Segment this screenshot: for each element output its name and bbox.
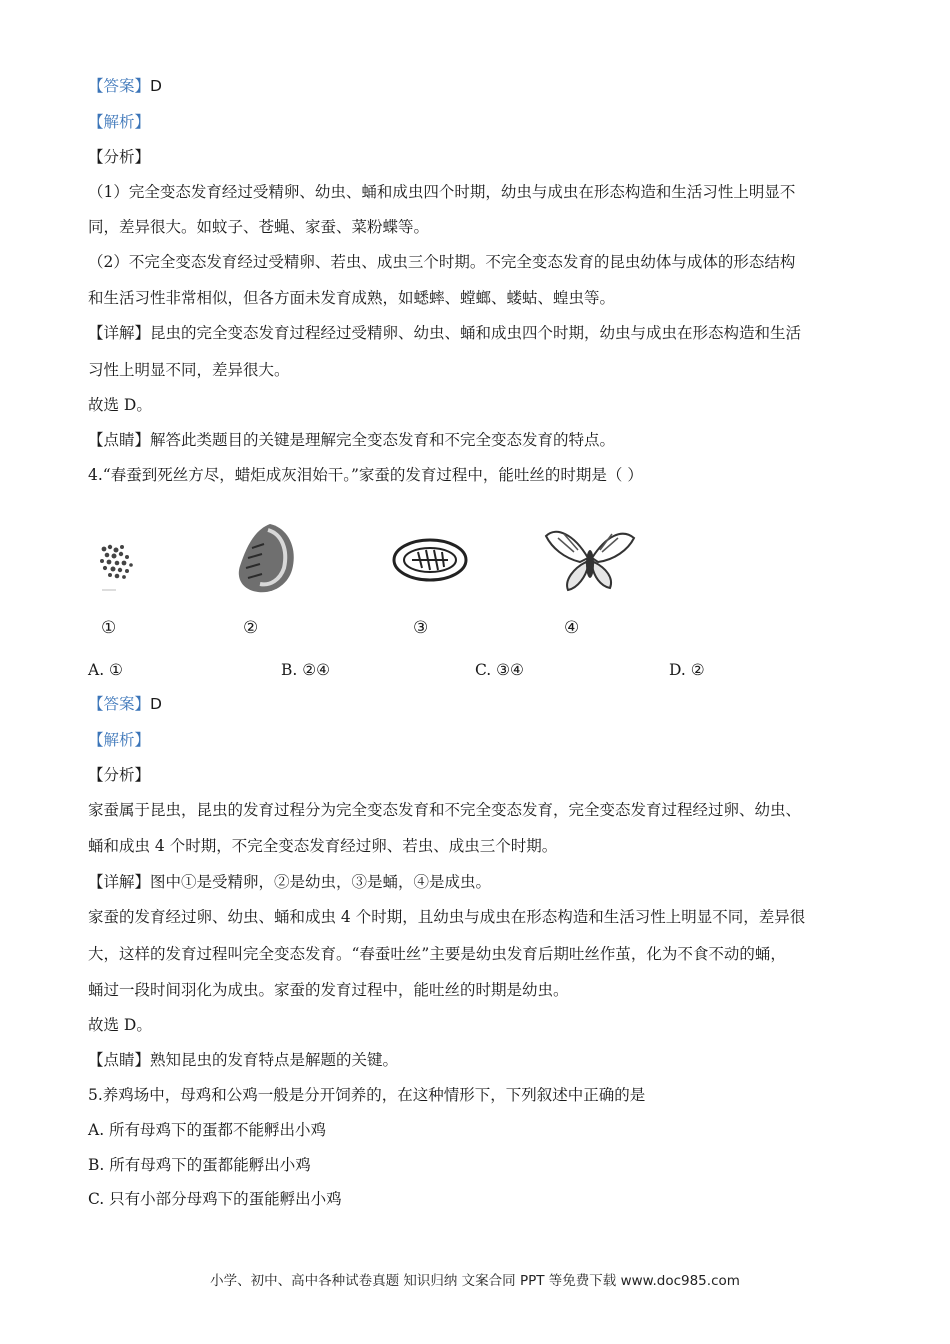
figure-label-1: ① — [101, 618, 117, 638]
answer-value: D — [150, 77, 162, 95]
choose-line: 故选 D。 — [88, 396, 152, 414]
q5-option-b: B. 所有母鸡下的蛋都能孵出小鸡 — [88, 1156, 311, 1174]
jiexi-tag: 【解析】 — [88, 113, 151, 131]
figure-label-4: ④ — [564, 618, 580, 638]
analysis-p2-line2: 和生活习性非常相似，但各方面未发育成熟，如蟋蟀、螳螂、蝼蛄、蝗虫等。 — [88, 289, 616, 307]
answer-line-q3 — [88, 76, 162, 96]
figure-label-3: ③ — [413, 618, 429, 638]
q4-choose-line: 故选 D。 — [88, 1016, 152, 1034]
question-5: 5.养鸡场中，母鸡和公鸡一般是分开饲养的，在这种情形下，下列叙述中正确的是 — [88, 1086, 646, 1104]
silkworm-pupa-image — [390, 535, 470, 585]
q4-analysis-line1: 家蚕属于昆虫，昆虫的发育过程分为完全变态发育和不完全变态发育，完全变态发育过程经过卵、幼虫、 — [88, 801, 802, 819]
option-d: D. ② — [669, 661, 705, 679]
answer-tag: 【答案】 — [88, 695, 151, 713]
option-c: C. ③④ — [475, 661, 524, 679]
detail-line1: 【详解】昆虫的完全变态发育过程经过受精卵、幼虫、蛹和成虫四个时期，幼虫与成虫在形态构造和生活 — [88, 324, 802, 342]
q4-detail-line2: 家蚕的发育经过卵、幼虫、蛹和成虫 4 个时期，且幼虫与成虫在形态构造和生活习性上明显不同，差异很 — [88, 908, 806, 926]
fenxi-tag: 【分析】 — [88, 148, 151, 166]
analysis-p1-line2: 同，差异很大。如蚊子、苍蝇、家蚕、菜粉蝶等。 — [88, 218, 430, 236]
q5-option-c: C. 只有小部分母鸡下的蛋能孵出小鸡 — [88, 1190, 342, 1208]
q4-detail-line4: 蛹过一段时间羽化为成虫。家蚕的发育过程中，能吐丝的时期是幼虫。 — [88, 981, 569, 999]
silkworm-larva-image — [228, 518, 308, 598]
answer-tag: 【答案】 — [88, 77, 151, 95]
page-footer: 小学、初中、高中各种试卷真题 知识归纳 文案合同 PPT 等免费下载 www.doc985.com — [210, 1273, 740, 1289]
q4-detail-line1: 【详解】图中①是受精卵，②是幼虫，③是蛹，④是成虫。 — [88, 873, 492, 891]
fenxi-tag: 【分析】 — [88, 766, 151, 784]
q4-detail-line3: 大，这样的发育过程叫完全变态发育。“春蚕吐丝”主要是幼虫发育后期吐丝作茧，化为不食不动的蛹， — [88, 945, 786, 963]
silkworm-eggs-image — [90, 535, 150, 595]
detail-line2: 习性上明显不同，差异很大。 — [88, 361, 290, 379]
figure-label-2: ② — [243, 618, 259, 638]
question-4: 4.“春蚕到死丝方尽，蜡炬成灰泪始干。”家蚕的发育过程中，能吐丝的时期是（ ） — [88, 466, 643, 484]
analysis-p1-line1: （1）完全变态发育经过受精卵、幼虫、蛹和成虫四个时期，幼虫与成虫在形态构造和生活习性上明显不 — [88, 183, 796, 201]
silkworm-moth-image — [540, 518, 640, 598]
q4-comment-line: 【点睛】熟知昆虫的发育特点是解题的关键。 — [88, 1051, 399, 1069]
q5-option-a: A. 所有母鸡下的蛋都不能孵出小鸡 — [88, 1121, 327, 1139]
analysis-p2-line1: （2）不完全变态发育经过受精卵、若虫、成虫三个时期。不完全变态发育的昆虫幼体与成体的形态结构 — [88, 253, 796, 271]
q4-analysis-line2: 蛹和成虫 4 个时期，不完全变态发育经过卵、若虫、成虫三个时期。 — [88, 837, 558, 855]
jiexi-tag: 【解析】 — [88, 731, 151, 749]
answer-value: D — [150, 695, 162, 713]
answer-line-q4 — [88, 694, 162, 714]
option-a: A. ① — [88, 661, 123, 679]
comment-line: 【点睛】解答此类题目的关键是理解完全变态发育和不完全变态发育的特点。 — [88, 431, 616, 449]
option-b: B. ②④ — [281, 661, 331, 679]
